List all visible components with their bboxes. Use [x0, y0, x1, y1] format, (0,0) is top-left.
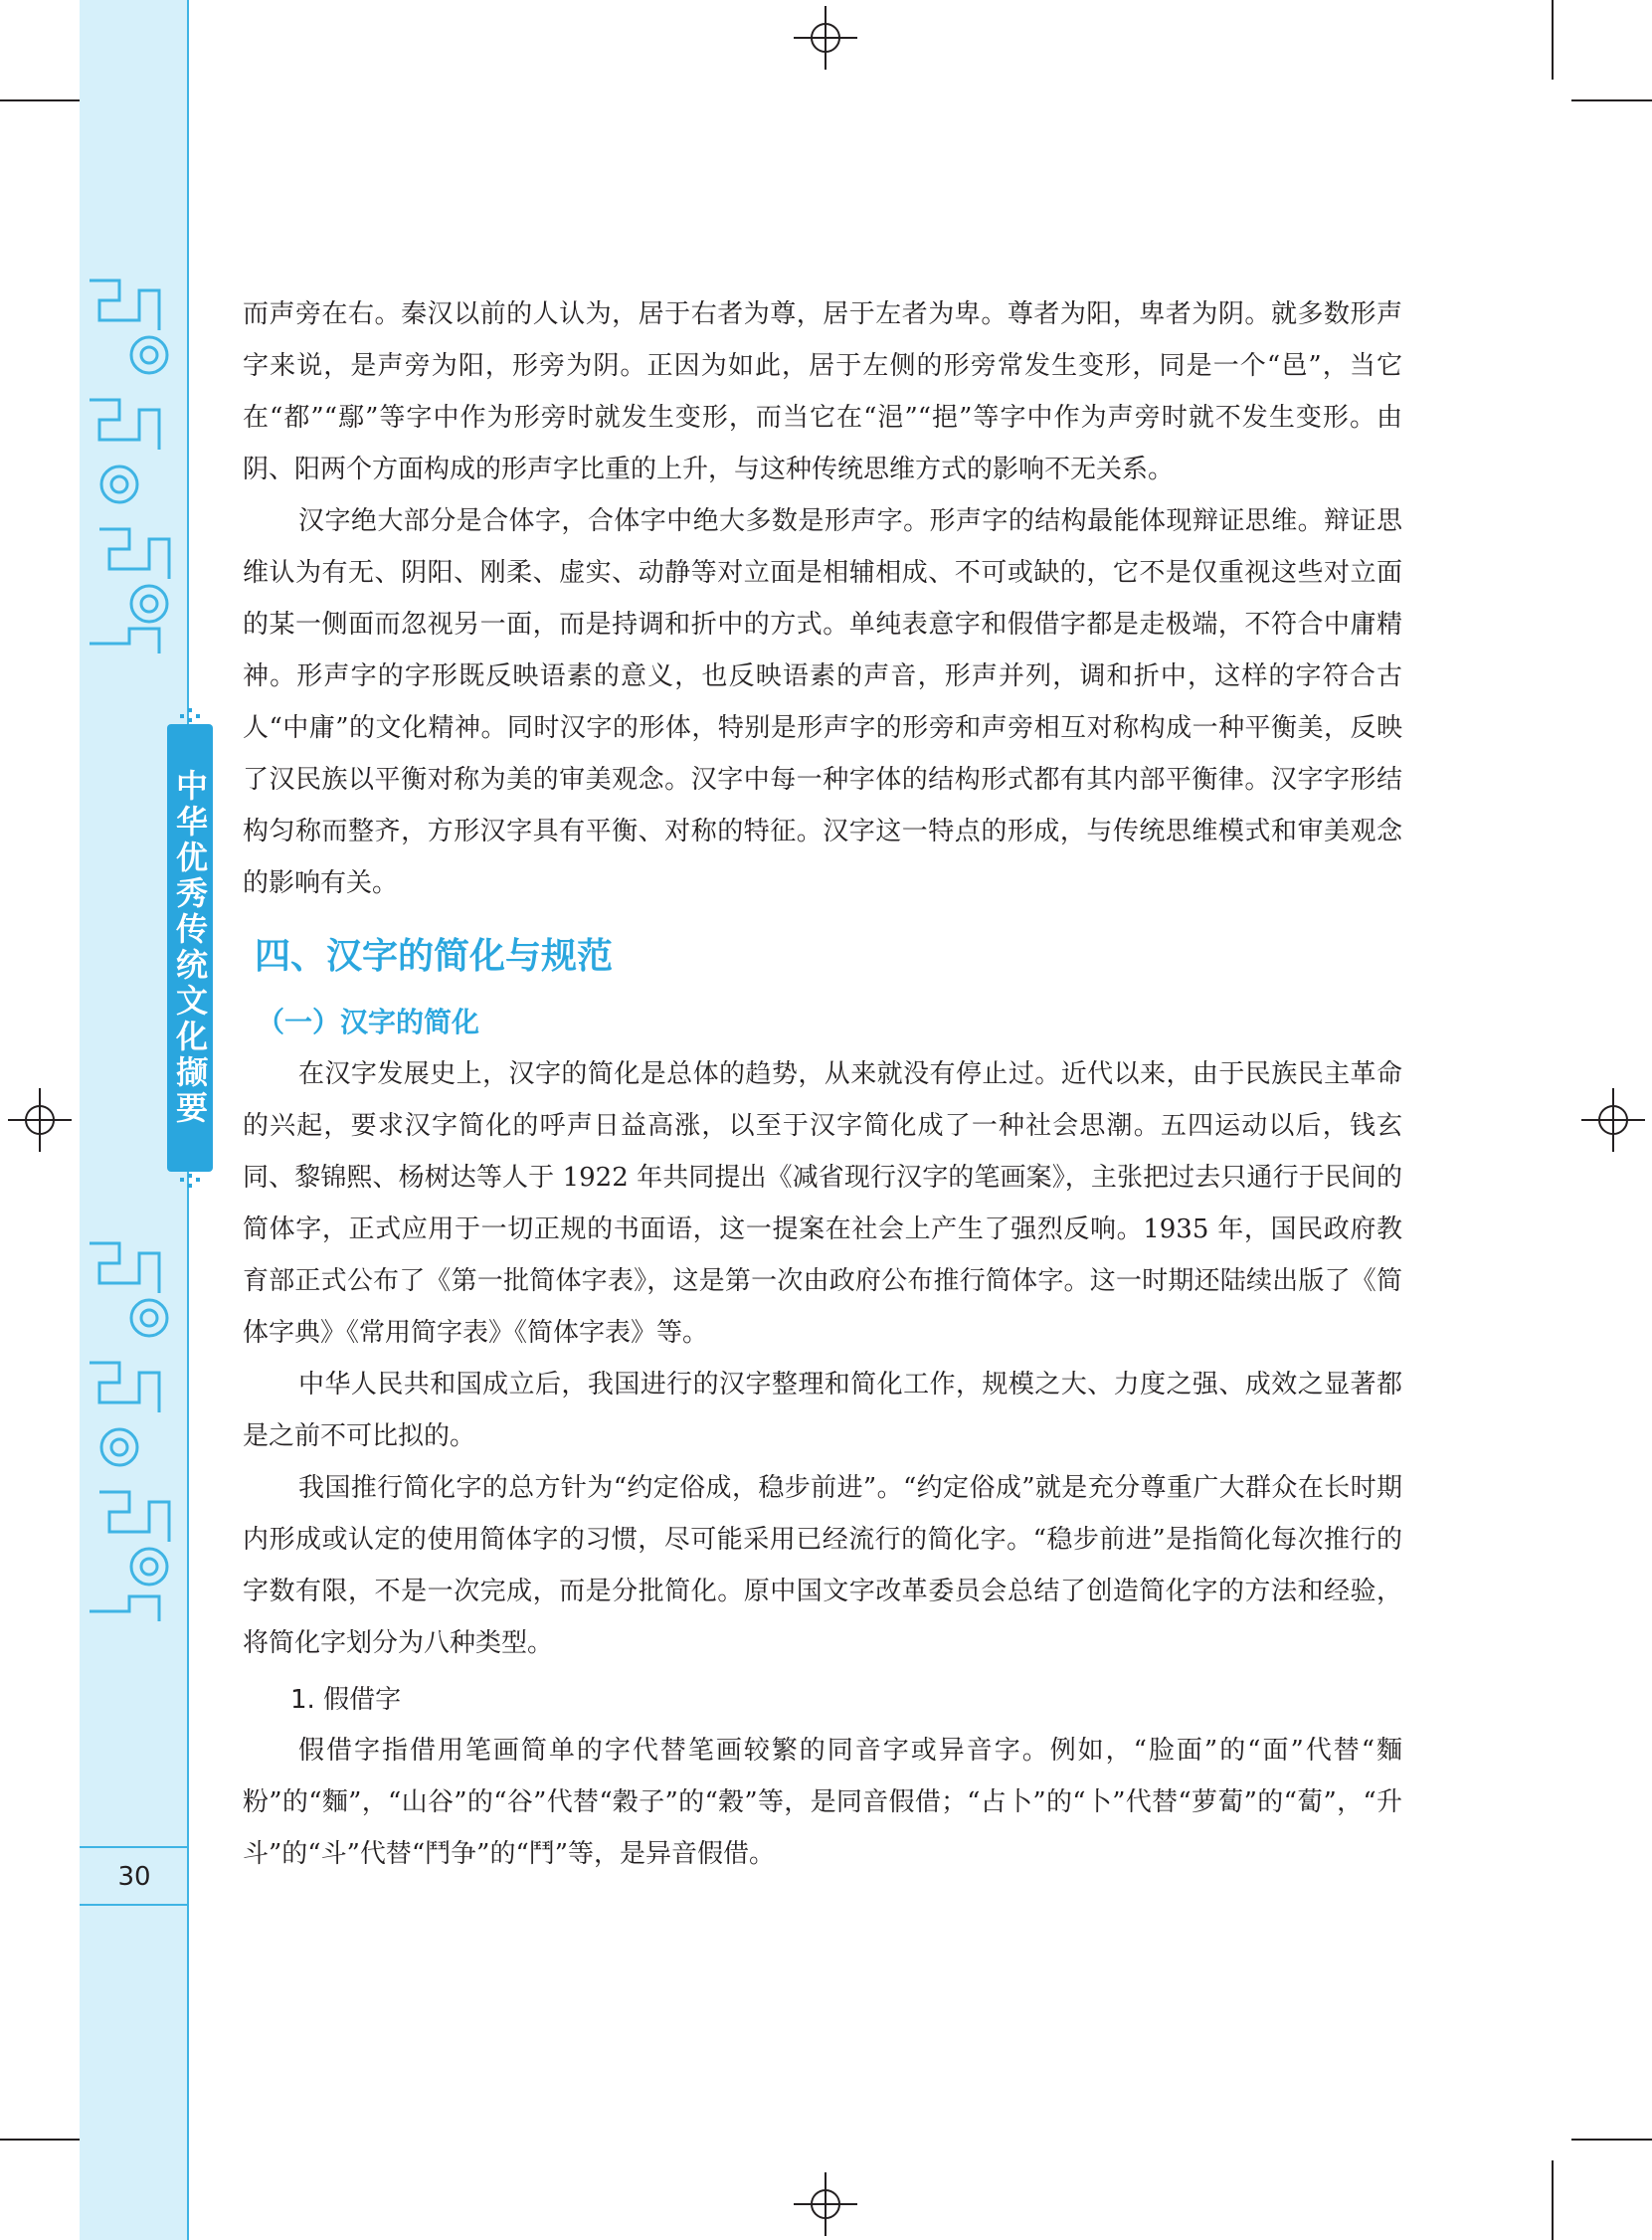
paragraph: 我国推行简化字的总方针为“约定俗成，稳步前进”。“约定俗成”就是充分尊重广大群众在长时期内形成或认定的使用简体字的习惯，尽可能采用已经流行的简化字。“稳步前进”是指简化每次推行的字数有限，不是一次完成，而是分批简化。原中国文字改革委员会总结了创造简化字的方法和经验，将简化字划分为八种类型。 [243, 1473, 1402, 1658]
book-title-box [167, 724, 213, 1172]
crop-mark [0, 2139, 80, 2141]
page-number-box [80, 1846, 189, 1906]
page-content [243, 288, 1402, 1880]
item-title: 1. 假借字 [290, 1685, 402, 1715]
registration-mark-icon [794, 2172, 857, 2236]
crop-mark [0, 99, 80, 101]
crop-mark [1571, 99, 1652, 101]
page-number: 30 [117, 1862, 151, 1892]
paragraph: 在汉字发展史上，汉字的简化是总体的趋势，从来就没有停止过。近代以来，由于民族民主革命的兴起，要求汉字简化的呼声日益高涨，以至于汉字简化成了一种社会思潮。五四运动以后，钱玄同、黎锦熙、杨树达等人于 1922 年共同提出《减省现行汉字的笔画案》，主张把过去只通行于民间的简体字，正式应用于一切正规的书面语，这一提案在社会上产生了强烈反响。1935 年，国民政府教育部正式公布了《第一批简体字表》，这是第一次由政府公布推行简体字。这一时期还陆续出版了《简体字典》《常用简字表》《简体字表》等。 [243, 1059, 1402, 1348]
title-dots-icon [171, 708, 209, 722]
section-title: 四、汉字的简化与规范 [255, 936, 614, 977]
subsection-title: （一）汉字的简化 [257, 1006, 480, 1038]
floral-ornament-icon [80, 1223, 189, 1641]
paragraph: 中华人民共和国成立后，我国进行的汉字整理和简化工作，规模之大、力度之强、成效之显著都是之前不可比拟的。 [243, 1370, 1402, 1451]
title-dots-icon [171, 1174, 209, 1188]
floral-ornament-icon [80, 261, 189, 668]
paragraph: 而声旁在右。秦汉以前的人认为，居于右者为尊，居于左者为卑。尊者为阳，卑者为阴。就多数形声字来说，是声旁为阳，形旁为阴。正因为如此，居于左侧的形旁常发生变形，同是一个“邑”，当它在“都”“鄢”等字中作为形旁时就发生变形，而当它在“浥”“挹”等字中作为声旁时就不发生变形。由阴、阳两个方面构成的形声字比重的上升，与这种传统思维方式的影响不无关系。 [243, 299, 1402, 484]
book-title: 中华优秀传统文化撷要 [171, 769, 209, 1127]
paragraph: 汉字绝大部分是合体字，合体字中绝大多数是形声字。形声字的结构最能体现辩证思维。辩证思维认为有无、阴阳、刚柔、虚实、动静等对立面是相辅相成、不可或缺的，它不是仅重视这些对立面的某一侧面而忽视另一面，而是持调和折中的方式。单纯表意字和假借字都是走极端，不符合中庸精神。形声字的字形既反映语素的意义，也反映语素的声音，形声并列，调和折中，这样的字符合古人“中庸”的文化精神。同时汉字的形体，特别是形声字的形旁和声旁相互对称构成一种平衡美，反映了汉民族以平衡对称为美的审美观念。汉字中每一种字体的结构形式都有其内部平衡律。汉字字形结构匀称而整齐，方形汉字具有平衡、对称的特征。汉字这一特点的形成，与传统思维模式和审美观念的影响有关。 [243, 506, 1402, 898]
registration-mark-icon [794, 6, 857, 70]
registration-mark-icon [8, 1088, 72, 1152]
crop-mark [1571, 2139, 1652, 2141]
registration-mark-icon [1581, 1088, 1645, 1152]
crop-mark [1552, 2160, 1554, 2240]
crop-mark [1552, 0, 1554, 80]
paragraph: 假借字指借用笔画简单的字代替笔画较繁的同音字或异音字。例如，“脸面”的“面”代替“麵粉”的“麵”，“山谷”的“谷”代替“穀子”的“穀”等，是同音假借；“占卜”的“卜”代替“萝蔔”的“蔔”，“升斗”的“斗”代替“鬥争”的“鬥”等，是异音假借。 [243, 1736, 1402, 1869]
